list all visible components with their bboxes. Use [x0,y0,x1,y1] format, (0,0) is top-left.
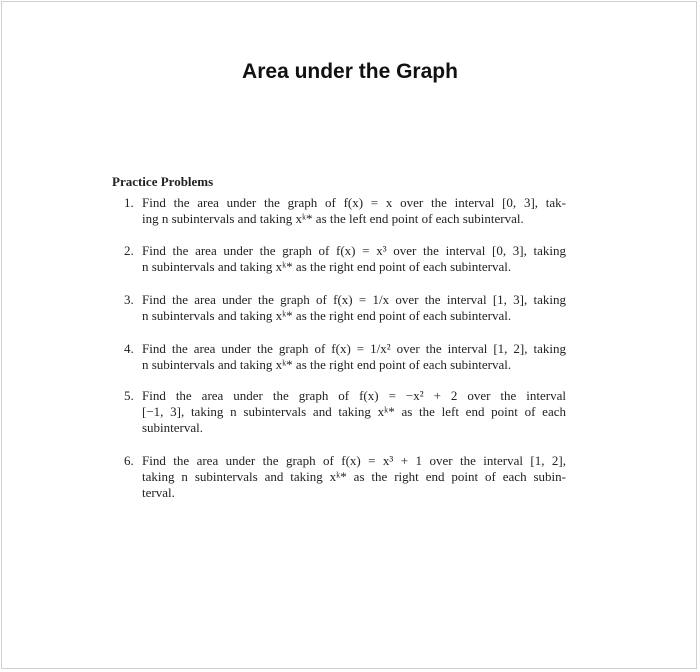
problem-line: n subintervals and taking xᵏ* as the right end point of each subinterval. [142,357,512,372]
page-frame [1,1,697,669]
problem-line: terval. [142,485,175,500]
problem-line: Find the area under the graph of f(x) = −x² + 2 over the interval [142,388,566,403]
problem-line: n subintervals and taking xᵏ* as the right end point of each subinterval. [142,308,512,323]
problem-number: 2. [124,243,134,258]
problem-text [142,341,566,373]
problem-number: 3. [124,292,134,307]
problem-text [142,453,566,501]
problem-line: Find the area under the graph of f(x) = 1/x² over the interval [1, 2], taking [142,341,566,356]
problem-text [142,243,566,275]
problem-text [142,388,566,436]
problem-line: subinterval. [142,420,204,435]
problem-line: Find the area under the graph of f(x) = x³ over the interval [0, 3], taking [142,243,566,258]
problem-line: Find the area under the graph of f(x) = x³ + 1 over the interval [1, 2], [142,453,566,468]
problem-text [142,195,566,227]
problem-line: n subintervals and taking xᵏ* as the right end point of each subinterval. [142,259,512,274]
problem-item [124,292,566,324]
problem-item [124,341,566,373]
problem-line: [−1, 3], taking n subintervals and taking xᵏ* as the left end point of each [142,404,566,419]
problem-number: 5. [124,388,134,403]
problem-number: 4. [124,341,134,356]
problem-line: taking n subintervals and taking xᵏ* as the right end point of each subin- [142,469,566,484]
problem-line: Find the area under the graph of f(x) = 1/x over the interval [1, 3], taking [142,292,566,307]
section-heading: Practice Problems [112,174,214,189]
problem-item [124,453,566,501]
problem-number: 6. [124,453,134,468]
problem-item [124,243,566,275]
problem-line: ing n subintervals and taking xᵏ* as the left end point of each subinterval. [142,211,524,226]
page-title: Area under the Graph [242,60,458,83]
problem-item [124,388,566,436]
problem-item [124,195,566,227]
problem-line: Find the area under the graph of f(x) = x over the interval [0, 3], tak- [142,195,566,210]
problem-text [142,292,566,324]
problem-number: 1. [124,195,134,210]
